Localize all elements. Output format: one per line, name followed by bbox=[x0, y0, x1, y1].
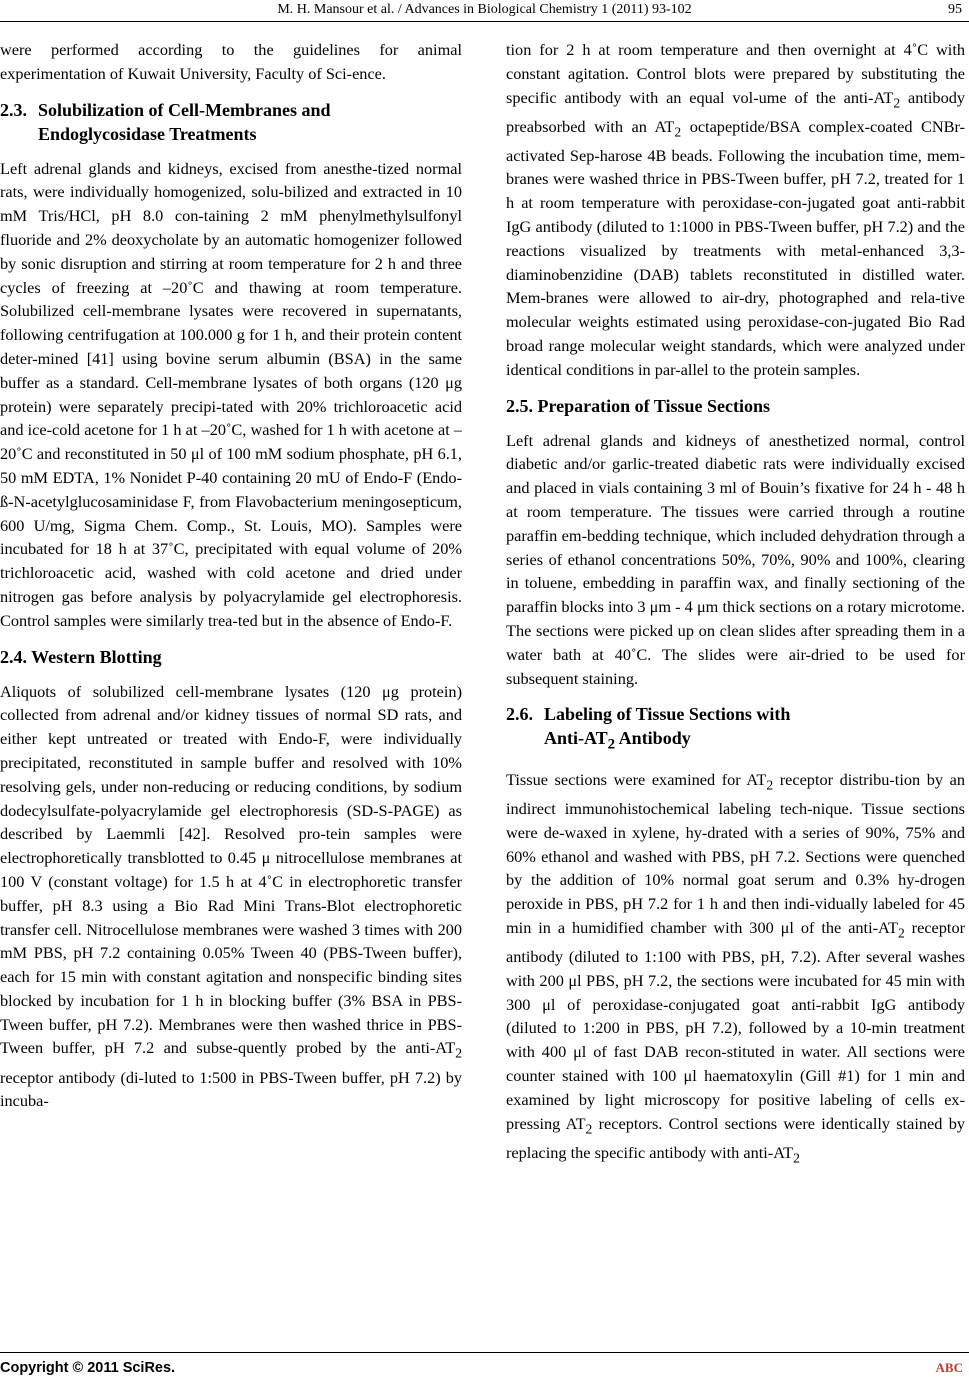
section-heading-2-6 bbox=[506, 702, 965, 757]
text-span: antibody preabsorbed with an AT bbox=[506, 87, 965, 136]
paragraph-solubilization: Left adrenal glands and kidneys, excised from anesthe-tized normal rats, were individually homogenized, solu-bilized and extracted in 10 mM Tris/HCl, pH 8.0 con-taining 2 mM phenylmethylsulfonyl fluoride and 2% deoxycholate by an automatic homogenizer followed by sonic disruption and stirring at room temperature for 2 h and three cycles of freezing at –20˚C and thawing at room temperature. Solubilized cell-membrane lysates were recovered in supernatants, following centrifugation at 100.000 g for 1 h, and their protein content deter-mined [41] using bovine serum albumin (BSA) in the same buffer as a standard. Cell-membrane lysates of both organs (120 μg protein) were separately precipi-tated with 20% trichloroacetic acid and ice-cold acetone for 1 h at –20˚C, washed for 1 h with acetone at –20˚C and reconstituted in 50 μl of 100 mM sodium phosphate, pH 6.1, 50 mM EDTA, 1% Nonidet P-40 containing 20 mU of Endo-F (Endo-ß-N-acetylglucosaminidase F, from Flavobacterium meningosepticum, 600 U/mg, Sigma Chem. Comp., St. Louis, MO). Samples were incubated for 18 h at 37˚C, precipitated with equal volume of 20% trichloroacetic acid, washed with cold acetone and dried under nitrogen gas before analysis by polyacrylamide gel electrophoresis. Control samples were similarly trea-ted but in the absence of Endo-F. bbox=[0, 158, 462, 630]
page-footer bbox=[0, 1352, 969, 1386]
section-number: 2.6. bbox=[506, 704, 533, 725]
section-heading-2-4: 2.4. Western Blotting bbox=[0, 646, 162, 667]
subscript: 2 bbox=[674, 123, 682, 139]
text-span: tion for 2 h at room temperature and then overnight at 4˚C with constant agitation. Control blots were prepared by substituting the specific antibody with an equal vol-ume of the anti-AT bbox=[506, 40, 965, 107]
text-span: Anti-AT bbox=[544, 728, 608, 749]
right-column bbox=[506, 38, 965, 1338]
section-heading-2-3 bbox=[0, 98, 462, 146]
section-title-line-2: Endoglycosidase Treatments bbox=[38, 123, 257, 144]
running-title: M. H. Mansour et al. / Advances in Biological Chemistry 1 (2011) 93-102 bbox=[277, 2, 692, 17]
page-header bbox=[0, 0, 969, 22]
text-span: Aliquots of solubilized cell-membrane lysates (120 μg protein) collected from adrenal and/or kidney tissues of normal SD rats, and either kept untreated or treated with Endo-F, were individually precipitated, reconstituted in sample buffer and resolved with 10% resolving gels, under non-reducing or reducing conditions, by sodium dodecylsulfate-polyacrylamide gel electrophoresis (SD-S-PAGE) as described by Laemmli [42]. Resolved pro-tein samples were electrophoretically transblotted to 0.45 μ nitrocellulose membranes at 100 V (constant voltage) for 1.5 h at 4˚C in electrophoretic transfer buffer, pH 8.3 using a Bio Rad Mini Trans-Blot electrophoretic transfer cell. Nitrocellulose membranes were washed 3 times with 200 mM PBS, pH 7.2 containing 0.05% Tween 40 (PBS-Tween buffer), each for 15 min with constant agitation and nonspecific binding sites blocked by incubation for 1 h in blocking buffer (3% BSA in PBS-Tween buffer, pH 7.2). Membranes were then washed thrice in PBS-Tween buffer, pH 7.2 and subse-quently probed by the anti-AT bbox=[0, 681, 462, 1058]
section-number: 2.3. bbox=[0, 99, 27, 120]
paragraph-western-blotting bbox=[0, 680, 462, 1114]
subscript: 2 bbox=[893, 94, 901, 110]
text-span: receptors. Control sections were identically stained by replacing the specific antibody with anti-AT bbox=[506, 1113, 965, 1162]
copyright-notice: Copyright © 2011 SciRes. bbox=[0, 1360, 176, 1376]
subscript: 2 bbox=[793, 1149, 800, 1165]
section-title-line-1: Solubilization of Cell-Membranes and bbox=[38, 99, 331, 120]
page-number: 95 bbox=[948, 2, 962, 17]
text-span: receptor antibody (diluted to 1:100 with PBS, pH, 7.2). After several washes with 200 μl PBS, pH 7.2, the sections were incubated for 45 min with 300 μl of peroxidase-conjugated goat anti-rabbit IgG antibody (diluted to 1:200 in PBS, pH 7.2), followed by a 10-min treatment with 400 μl of fast DAB recon-stituted in water. All sections were counter stained with 100 μl haematoxylin (Gill #1) for 1 min and examined by light microscopy for positive labeling of cells ex-pressing AT bbox=[506, 918, 965, 1133]
section-title-line-1: Labeling of Tissue Sections with bbox=[544, 704, 791, 725]
subscript: 2 bbox=[607, 737, 616, 754]
paragraph-labeling bbox=[506, 768, 965, 1170]
text-span: Tissue sections were examined for AT bbox=[506, 770, 767, 790]
header-rule bbox=[0, 21, 969, 22]
subscript: 2 bbox=[585, 1120, 593, 1136]
paragraph-blotting-continued bbox=[506, 38, 965, 382]
subscript: 2 bbox=[455, 1045, 462, 1061]
left-column bbox=[0, 38, 462, 1338]
publisher-mark: ABC bbox=[935, 1360, 963, 1375]
text-span: octapeptide/BSA complex-coated CNBr-activated Sep-harose 4B beads. Following the incubation time, mem-branes were washed thrice in PBS-Tween buffer, pH 7.2, treated for 1 h at room temperature with peroxidase-con-jugated goat anti-rabbit IgG antibody (diluted to 1:1000 in PBS-Tween buffer, pH 7.2) and the reactions visualized by treatments with metal-enhanced 3,3-diaminobenzidine (DAB) tablets reconstituted in distilled water. Mem-branes were allowed to air-dry, photographed and rela-tive molecular weights estimated using peroxidase-con-jugated Bio Rad broad range molecular weight standards, which were analyzed under identical conditions in par-allel to the protein samples. bbox=[506, 116, 965, 379]
subscript: 2 bbox=[897, 925, 905, 941]
text-span: receptor distribu-tion by an indirect immunohistochemical labeling tech-nique. Tissue sections were de-waxed in xylene, hy-drated with a series of 90%, 75% and 60% ethanol and washed with PBS, pH 7.2. Sections were quenched by the addition of 10% normal goat serum and 0.3% hy-drogen peroxide in PBS, pH 7.2 for 1 h and then indi-vidually labeled for 45 min in a humidified chamber with 300 μl of the anti-AT bbox=[506, 770, 965, 938]
section-heading-2-5: 2.5. Preparation of Tissue Sections bbox=[506, 395, 771, 416]
text-span: receptor antibody (di-luted to 1:500 in PBS-Tween buffer, pH 7.2) by incuba- bbox=[0, 1067, 462, 1111]
paragraph-tissue-sections: Left adrenal glands and kidneys of anesthetized normal, control diabetic and/or garlic-treated diabetic rats were individually excised and placed in vials containing 3 ml of Bouin’s fixative for 24 h - 48 h at room temperature. The tissues were carried through a routine paraffin em-bedding technique, which included dehydration through a series of ethanol concentrations 50%, 70%, 90% and 100%, clearing in toluene, embedding in paraffin wax, and finally sectioning of the paraffin blocks into 3 μm - 4 μm thick sections on a rotary microtome. The sections were picked up on clean slides after spreading them in a water bath at 40˚C. The slides were air-dried to be used for subsequent staining. bbox=[506, 430, 965, 688]
footer-rule bbox=[0, 1352, 969, 1353]
section-title-line-2 bbox=[506, 726, 965, 757]
paragraph-continuation: were performed according to the guidelines for animal experimentation of Kuwait University, Faculty of Sci-ence. bbox=[0, 40, 462, 83]
subscript: 2 bbox=[766, 777, 774, 793]
text-span: Antibody bbox=[615, 728, 691, 749]
